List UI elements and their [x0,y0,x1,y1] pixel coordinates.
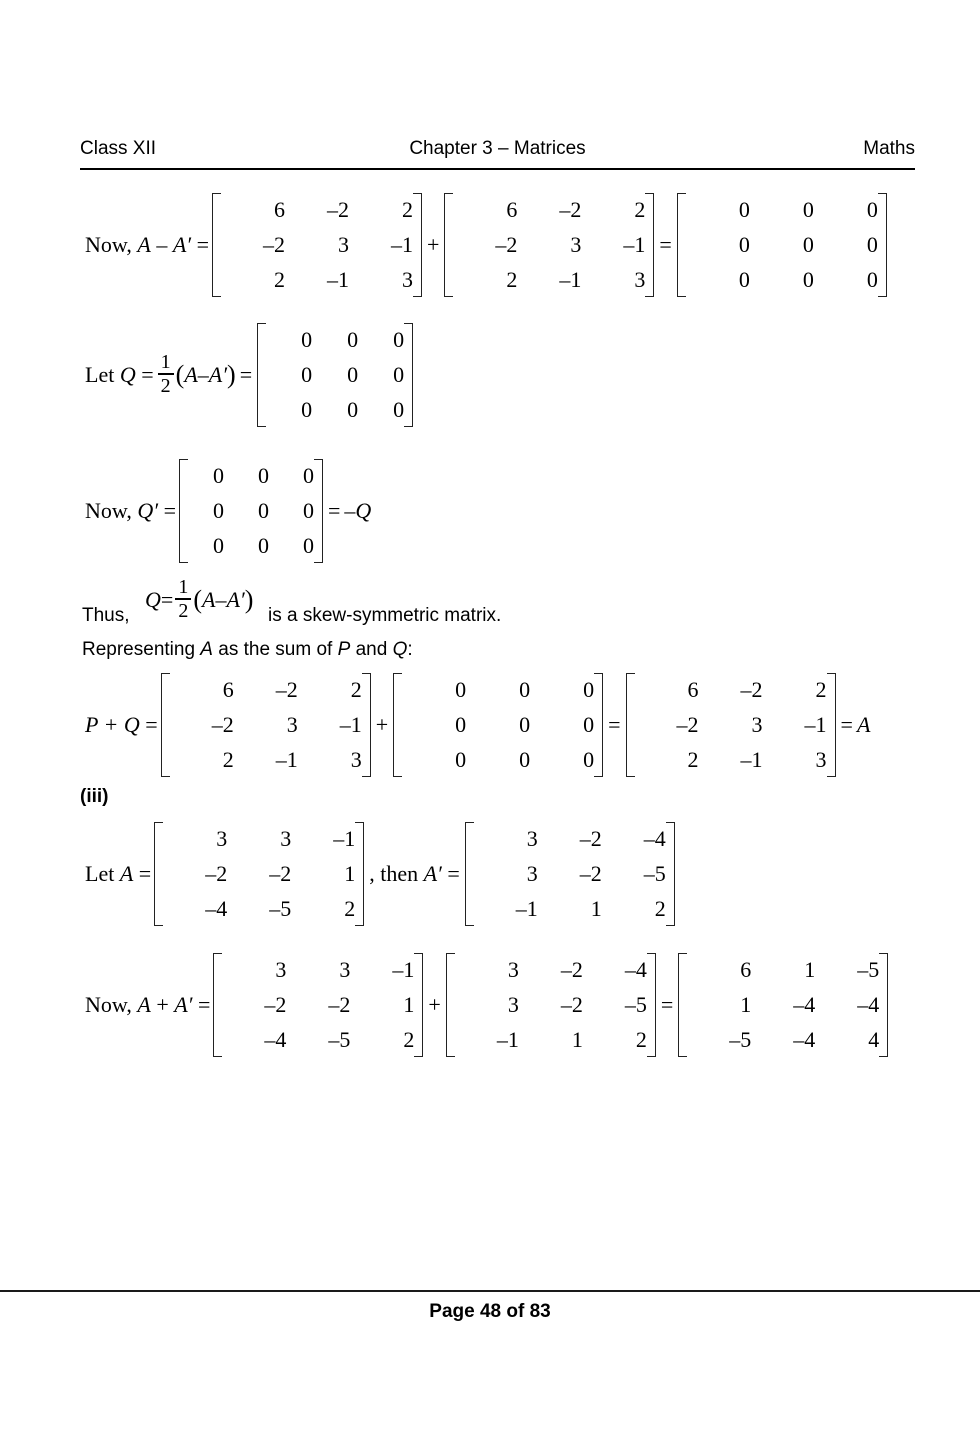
eq4-result-matrix [626,673,836,777]
eq3-matrix [179,459,323,563]
eq5-matrix-a-transpose [465,822,675,926]
footer-page-number: Page 48 of 83 [429,1301,551,1322]
eq5-var-a-prime: A′ [423,861,442,887]
table-row: –2 3 –1 [495,231,646,257]
fraction-denominator: 2 [160,374,171,397]
header-left-class: Class XII [80,138,157,159]
table-row: 0 0 0 [455,677,595,702]
equation-a-plus-a-transpose [85,953,889,1057]
thus-close-paren: ) [244,584,254,614]
eq4-plus-operator: + [375,712,389,738]
table-row: 0 0 0 [738,266,878,292]
table-row: 6 –2 2 [506,197,646,222]
table-row: –5 –4 4 [729,1026,880,1052]
table-row: 0 0 0 [301,361,405,387]
representing-var-p: P [337,639,351,660]
eq5-lead: Let A = [85,861,152,887]
eq1-var-a: A [137,232,151,258]
page-header [80,138,915,160]
table-row: 3 3 –1 [216,826,356,851]
eq2-var-a: A [184,362,198,388]
eq2-equals-operator: = [239,362,253,388]
thus-suffix-text: is a skew-symmetric matrix. [268,605,502,626]
footer-divider [0,1290,980,1292]
table-row: 0 0 0 [455,711,595,737]
representing-var-a: A [200,639,213,660]
table-row: 0 0 0 [212,463,314,488]
table-row: 2 –1 3 [222,746,362,772]
table-row: 6 –2 2 [274,197,413,222]
part-label-iii: (iii) [80,786,109,807]
eq3-tail-value: –Q [344,498,372,524]
table-row: –2 –2 1 [264,991,415,1017]
eq2-minus: – [197,362,209,388]
eq4-matrix-q [393,673,603,777]
representing-var-q: Q [392,639,408,660]
eq2-open-paren: ( [175,360,185,390]
table-row: 2 –1 3 [687,746,827,772]
eq6-matrix-a-transpose [446,953,656,1057]
eq2-var-a-prime: A′ [208,362,228,388]
table-row: –2 –2 1 [205,860,356,886]
table-row: –1 1 2 [515,895,666,921]
thus-formula-q-equals-half [145,578,253,622]
eq6-equals-operator: = [660,992,674,1018]
table-row: 0 0 0 [212,497,314,523]
eq2-fraction-one-half [158,352,174,396]
thus-equals: = [160,586,174,612]
eq5-var-a: A [119,861,134,887]
table-row: 6 –2 2 [222,677,362,702]
thus-open-paren: ( [193,584,202,614]
eq2-lead: Let Q = [85,362,154,388]
table-row: –2 3 –1 [676,711,827,737]
eq1-equals-operator: = [659,232,672,258]
table-row: 3 –2 –4 [507,957,647,982]
thus-var-a-prime: A′ [226,586,245,612]
eq6-lead: Now, A + A′ = [85,992,211,1018]
table-row: 6 1 –5 [740,957,880,982]
thus-prefix-text: Thus, [82,605,130,626]
equation-let-q [85,323,414,427]
table-row: 0 0 0 [455,746,595,772]
table-row: –1 1 2 [496,1026,647,1052]
table-row: 0 0 0 [738,231,878,257]
table-row: –2 3 –1 [211,711,362,737]
table-row: 0 0 0 [301,396,405,422]
equation-let-a-and-transpose [85,822,676,926]
eq2-result-matrix [257,323,413,427]
table-row: –2 3 –1 [263,231,413,257]
thus-var-q: Q [145,586,161,612]
table-row: 3 3 –1 [275,957,415,982]
table-row: 6 –2 2 [687,677,827,702]
eq3-lead: Now, Q′ = [85,498,176,524]
eq5-then-text: , then A′ = [369,861,460,887]
header-center-chapter: Chapter 3 – Matrices [409,138,586,159]
table-row: 0 0 0 [738,197,878,222]
fraction-numerator: 1 [160,351,171,374]
fraction-numerator: 1 [178,576,189,598]
thus-var-a: A [201,586,216,612]
eq6-var-a-prime: A′ [174,992,193,1018]
eq1-matrix-1 [212,193,422,297]
table-row: 0 0 0 [212,532,314,558]
eq1-lead: Now, A – A′ = [85,232,209,258]
equation-p-plus-q [85,673,870,777]
header-divider [80,168,915,170]
eq6-matrix-a [213,953,423,1057]
eq5-matrix-a [154,822,364,926]
equation-q-transpose [85,459,371,563]
eq3-tail-equals: = [327,498,341,524]
eq4-matrix-p [161,673,371,777]
table-row: –4 –5 2 [205,895,356,921]
table-row: 2 –1 3 [506,266,646,292]
header-right-subject: Maths [863,138,915,159]
eq1-var-a-prime: A′ [172,232,192,258]
eq6-var-a: A [137,992,151,1018]
eq2-var-q: Q [119,362,136,388]
eq3-var-q-prime: Q′ [137,498,159,524]
eq4-tail-value: A [856,712,871,738]
fraction-denominator: 2 [178,599,189,622]
table-row: 2 –1 3 [274,266,413,292]
eq4-tail-equals: = [840,712,853,738]
eq1-plus-operator: + [427,232,440,258]
thus-minus: – [215,586,227,612]
eq1-matrix-2 [444,193,654,297]
eq1-result-matrix [677,193,887,297]
eq6-result-matrix [678,953,888,1057]
table-row: 0 0 0 [301,327,405,352]
eq6-plus-operator: + [428,992,441,1018]
table-row: 3 –2 –4 [526,826,666,851]
table-row: –4 –5 2 [264,1026,415,1052]
table-row: 3 –2 –5 [526,860,666,886]
eq2-close-paren: ) [227,360,236,390]
equation-a-minus-a-transpose [85,193,888,297]
thus-fraction-one-half [175,577,191,621]
eq4-equals-operator: = [608,712,621,738]
table-row: 3 –2 –5 [507,991,647,1017]
table-row: 1 –4 –4 [740,991,880,1017]
representing-sentence: Representing A as the sum of P and Q: [82,639,413,660]
eq4-lead: P + Q = [85,712,158,738]
